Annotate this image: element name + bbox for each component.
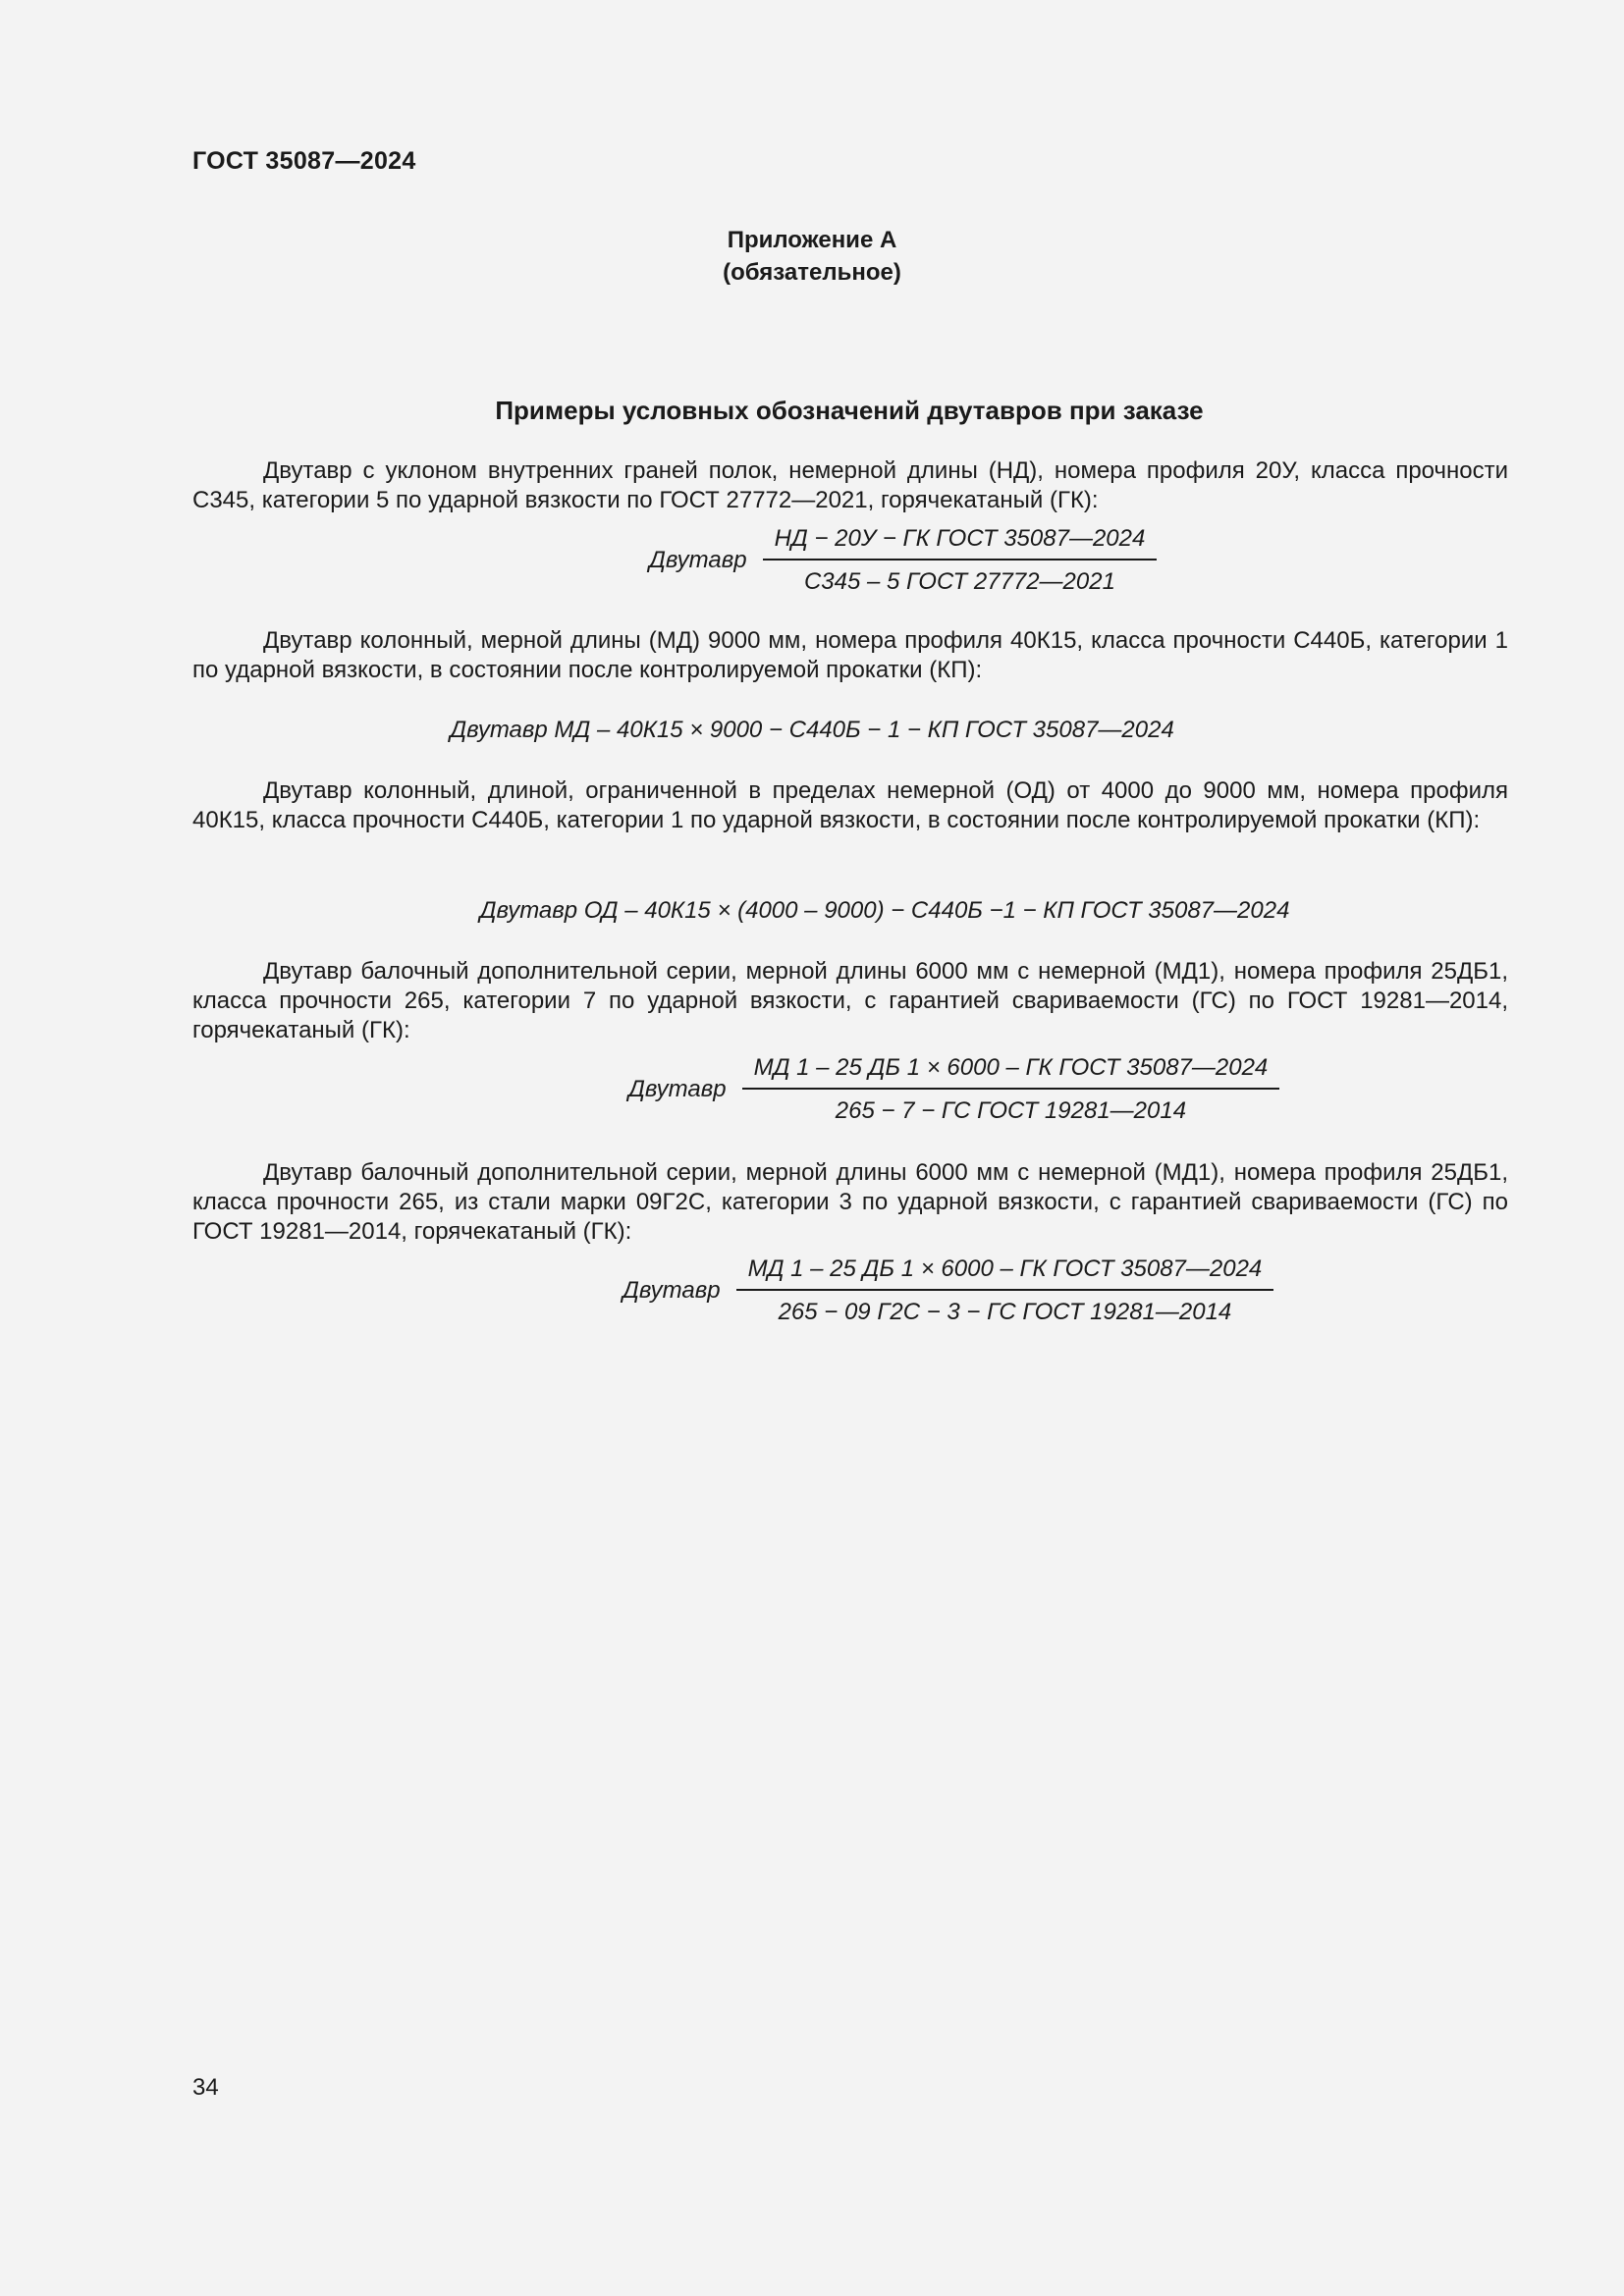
formula-denominator: С345 – 5 ГОСТ 27772—2021 <box>803 568 1115 595</box>
appendix-heading <box>0 224 1624 289</box>
example-5-formula <box>623 1255 1273 1326</box>
example-3-text: Двутавр колонный, длиной, ограниченной в пределах немерной (ОД) от 4000 до 9000 мм, номера профиля 40К15, класса прочности С440Б, категории 1 по ударной вязкости, в состоянии после контролируемой прокатки (КП): <box>192 777 1508 833</box>
formula-lead: Двутавр <box>623 1277 721 1304</box>
formula-denominator: 265 − 7 − ГС ГОСТ 19281—2014 <box>835 1097 1187 1124</box>
formula-fraction <box>763 525 1158 596</box>
page-number: 34 <box>192 2074 219 2101</box>
appendix-title: Приложение А <box>727 227 897 253</box>
example-4-text: Двутавр балочный дополнительной серии, мерной длины 6000 мм с немерной (МД1), номера профиля 25ДБ1, класса прочности 265, категории 7 по ударной вязкости, с гарантией свариваемости (ГС) по ГОСТ 19281—2014, горячекатаный (ГК): <box>192 958 1508 1043</box>
example-1-text: Двутавр с уклоном внутренних граней полок, немерной длины (НД), номера профиля 20У, класса прочности С345, категории 5 по ударной вязкости по ГОСТ 27772—2021, горячекатаный (ГК): <box>192 457 1508 513</box>
formula-numerator: МД 1 – 25 ДБ 1 × 6000 – ГК ГОСТ 35087—2024 <box>742 1054 1280 1090</box>
example-3-formula: Двутавр ОД – 40К15 × (4000 – 9000) − С440Б −1 − КП ГОСТ 35087—2024 <box>479 897 1290 924</box>
example-4-formula <box>628 1054 1279 1125</box>
formula-denominator: 265 − 09 Г2С − 3 − ГС ГОСТ 19281—2014 <box>778 1299 1232 1325</box>
formula-lead: Двутавр <box>649 547 747 573</box>
formula-fraction <box>736 1255 1274 1326</box>
example-2-text: Двутавр колонный, мерной длины (МД) 9000 мм, номера профиля 40К15, класса прочности С440Б, категории 1 по ударной вязкости, в состоянии после контролируемой прокатки (КП): <box>192 627 1508 683</box>
example-5-text: Двутавр балочный дополнительной серии, мерной длины 6000 мм с немерной (МД1), номера профиля 25ДБ1, класса прочности 265, из стали марки 09Г2С, категории 3 по ударной вязкости, с гарантией свариваемости (ГС) по ГОСТ 19281—2014, горячекатаный (ГК): <box>192 1159 1508 1245</box>
document-code: ГОСТ 35087—2024 <box>192 147 416 175</box>
formula-numerator: НД − 20У − ГК ГОСТ 35087—2024 <box>763 525 1158 561</box>
example-2-formula: Двутавр МД – 40К15 × 9000 − С440Б − 1 − КП ГОСТ 35087—2024 <box>450 717 1174 743</box>
section-title: Примеры условных обозначений двутавров при заказе <box>495 396 1204 425</box>
appendix-status: (обязательное) <box>723 259 901 286</box>
formula-fraction <box>742 1054 1280 1125</box>
formula-numerator: МД 1 – 25 ДБ 1 × 6000 – ГК ГОСТ 35087—2024 <box>736 1255 1274 1291</box>
example-1-formula <box>649 525 1157 596</box>
formula-lead: Двутавр <box>628 1076 727 1102</box>
